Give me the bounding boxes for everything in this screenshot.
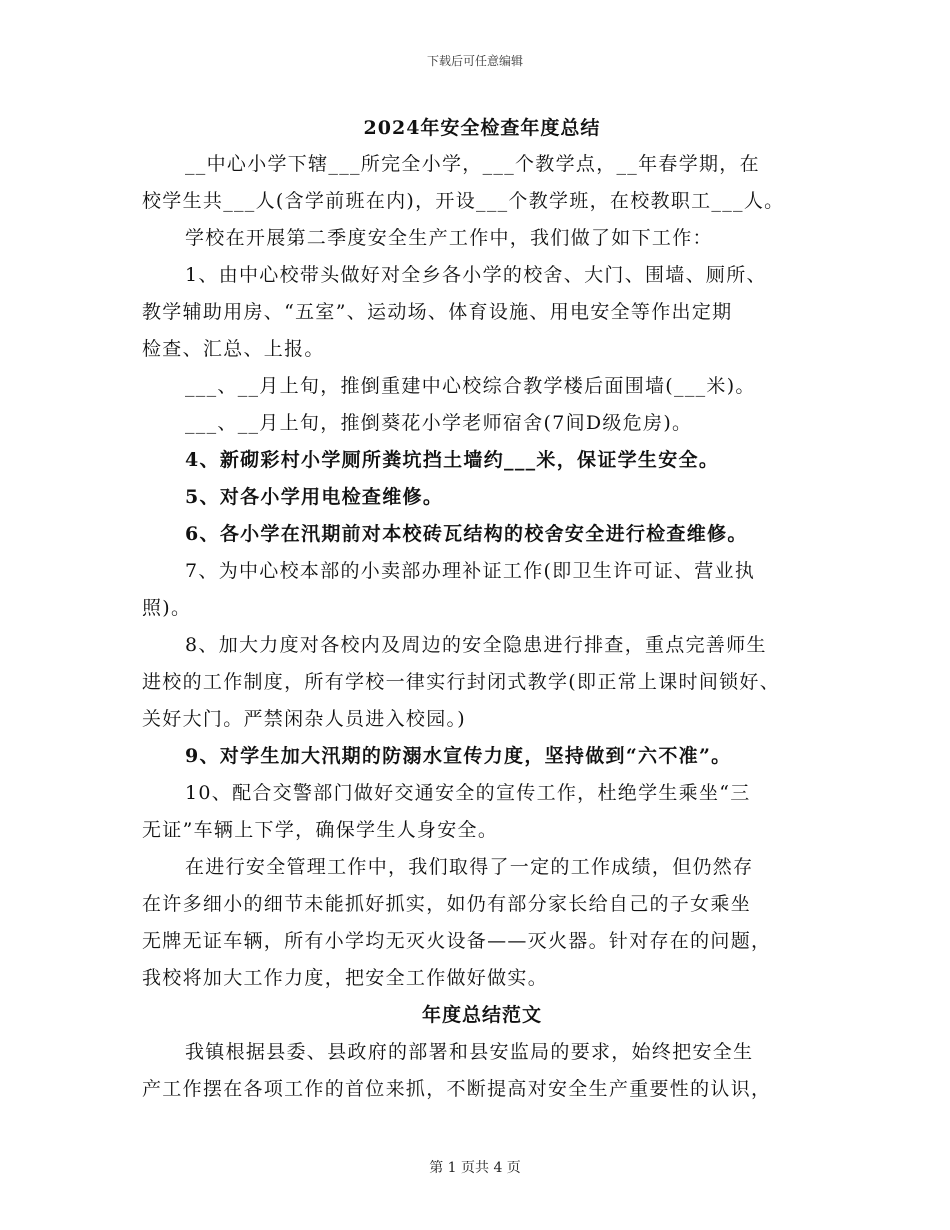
paragraph-line: 在许多细小的细节未能抓好抓实，如仍有部分家长给自己的子女乘坐: [142, 893, 752, 915]
document-body: [142, 110, 822, 1108]
paragraph-line: 我镇根据县委、县政府的部署和县安监局的要求，始终把安全生: [185, 1041, 754, 1063]
page-header: 下载后可任意编辑: [426, 54, 523, 68]
paragraph-line: 无牌无证车辆，所有小学均无灭火设备——灭火器。针对存在的问题，: [142, 930, 772, 952]
paragraph-line: 产工作摆在各项工作的首位来抓，不断提高对安全生产重要性的认识，: [142, 1078, 772, 1100]
list-item-3: ___、__月上旬，推倒葵花小学老师宿舍(7间D级危房)。: [185, 412, 693, 434]
list-item-1: 1、由中心校带头做好对全乡各小学的校舍、大门、围墙、厕所、: [185, 264, 767, 286]
paragraph-line: __中心小学下辖___所完全小学，___个教学点，__年春学期，在: [185, 153, 760, 175]
paragraph-line: 照)。: [142, 597, 192, 619]
paragraph-line: 我校将加大工作力度，把安全工作做好做实。: [142, 967, 549, 989]
list-item-5: 5、对各小学用电检查维修。: [185, 486, 444, 508]
paragraph-line: 关好大门。严禁闲杂人员进入校园。): [142, 708, 467, 730]
page-footer: 第 1 页共 4 页: [429, 1160, 521, 1176]
paragraph-line: 无证”车辆上下学，确保学生人身安全。: [142, 819, 499, 841]
list-item-6: 6、各小学在汛期前对本校砖瓦结构的校舍安全进行检查维修。: [185, 523, 748, 545]
paragraph-line: 学校在开展第二季度安全生产工作中，我们做了如下工作：: [185, 227, 713, 249]
paragraph-line: 检查、汇总、上报。: [142, 338, 325, 360]
list-item-4: 4、新砌彩村小学厕所粪坑挡土墙约___米，保证学生安全。: [185, 449, 720, 471]
paragraph-line: 校学生共___人(含学前班在内)，开设___个教学班，在校教职工___人。: [142, 190, 785, 212]
list-item-9: 9、对学生加大汛期的防溺水宣传力度，坚持做到“六不准”。: [185, 745, 732, 767]
list-item-10: 10、配合交警部门做好交通安全的宣传工作，杜绝学生乘坐“三: [185, 782, 751, 804]
paragraph-line: 在进行安全管理工作中，我们取得了一定的工作成绩，但仍然存: [185, 856, 754, 878]
document-title: 2024年安全检查年度总结: [363, 117, 601, 139]
section-title: 年度总结范文: [421, 1004, 542, 1026]
paragraph-line: 进校的工作制度，所有学校一律实行封闭式教学(即正常上课时间锁好、: [142, 671, 781, 693]
list-item-7: 7、为中心校本部的小卖部办理补证工作(即卫生许可证、营业执: [185, 560, 756, 582]
list-item-2: ___、__月上旬，推倒重建中心校综合教学楼后面围墙(___米)。: [185, 375, 756, 397]
list-item-8: 8、加大力度对各校内及周边的安全隐患进行排查，重点完善师生: [185, 634, 767, 656]
paragraph-line: 教学辅助用房、“五室”、运动场、体育设施、用电安全等作出定期: [142, 301, 733, 323]
